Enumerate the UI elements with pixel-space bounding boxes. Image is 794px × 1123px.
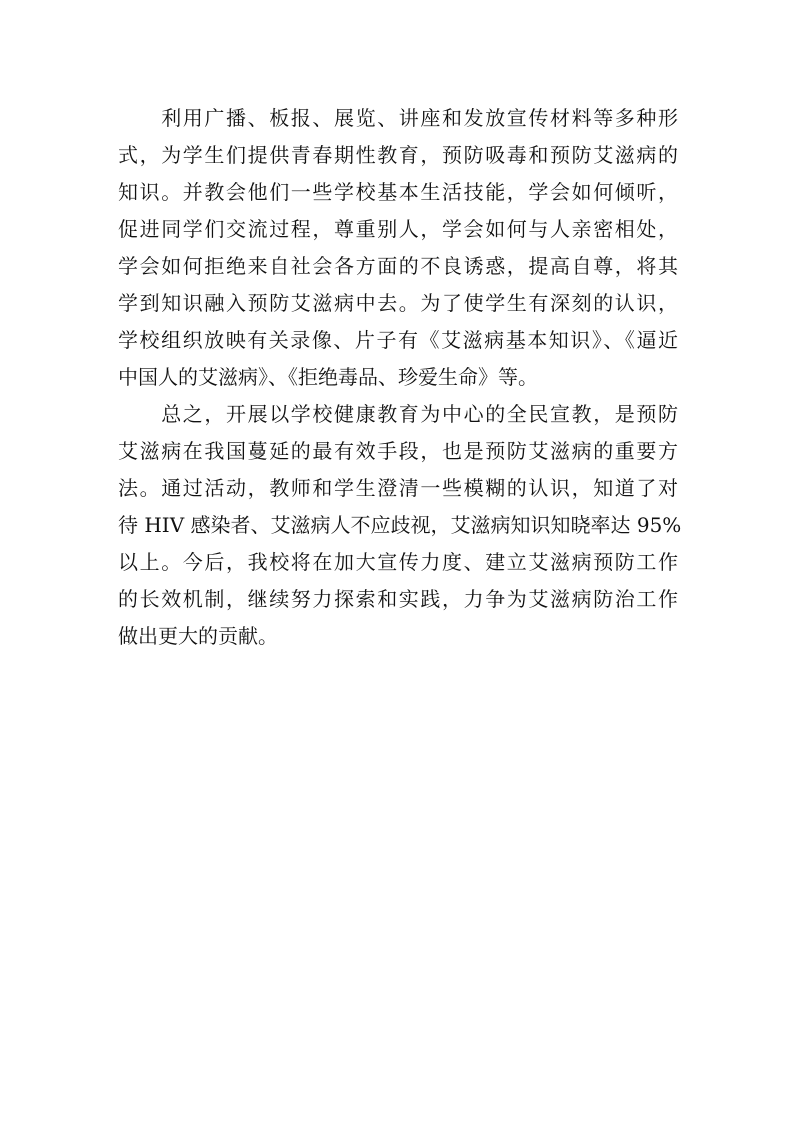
paragraph-1-line-5: 学会如何拒绝来自社会各方面的不良诱惑，提高自尊，将其 (118, 254, 678, 278)
paragraph-1-line-6: 学到知识融入预防艾滋病中去。为了使学生有深刻的认识， (118, 291, 678, 315)
paragraph-2-line-7: 做出更大的贡献。 (118, 624, 278, 648)
paragraph-2-line-5: 以上。今后，我校将在加大宣传力度、建立艾滋病预防工作 (118, 550, 678, 574)
paragraph-1-line-8: 中国人的艾滋病》、《拒绝毒品、珍爱生命》等。 (118, 365, 538, 389)
paragraph-2-line-2: 艾滋病在我国蔓延的最有效手段，也是预防艾滋病的重要方 (118, 439, 678, 463)
paragraph-1-line-2: 式，为学生们提供青春期性教育，预防吸毒和预防艾滋病的 (118, 143, 678, 167)
paragraph-2-line-4: 待 HIV 感染者、艾滋病人不应歧视，艾滋病知识知晓率达 95% (118, 513, 682, 537)
paragraph-1-line-7: 学校组织放映有关录像、片子有《艾滋病基本知识》、《逼近 (118, 328, 678, 352)
paragraph-1-line-3: 知识。并教会他们一些学校基本生活技能，学会如何倾听， (118, 180, 678, 204)
paragraph-1-line-1: 利用广播、板报、展览、讲座和发放宣传材料等多种形 (118, 106, 678, 130)
paragraph-2-line-3: 法。通过活动，教师和学生澄清一些模糊的认识，知道了对 (118, 476, 678, 500)
paragraph-2-line-1: 总之，开展以学校健康教育为中心的全民宣教，是预防 (118, 402, 678, 426)
paragraph-2-line-6: 的长效机制，继续努力探索和实践，力争为艾滋病防治工作 (118, 587, 678, 611)
document-body (118, 100, 682, 655)
paragraph-1-line-4: 促进同学们交流过程，尊重别人，学会如何与人亲密相处， (118, 217, 678, 241)
